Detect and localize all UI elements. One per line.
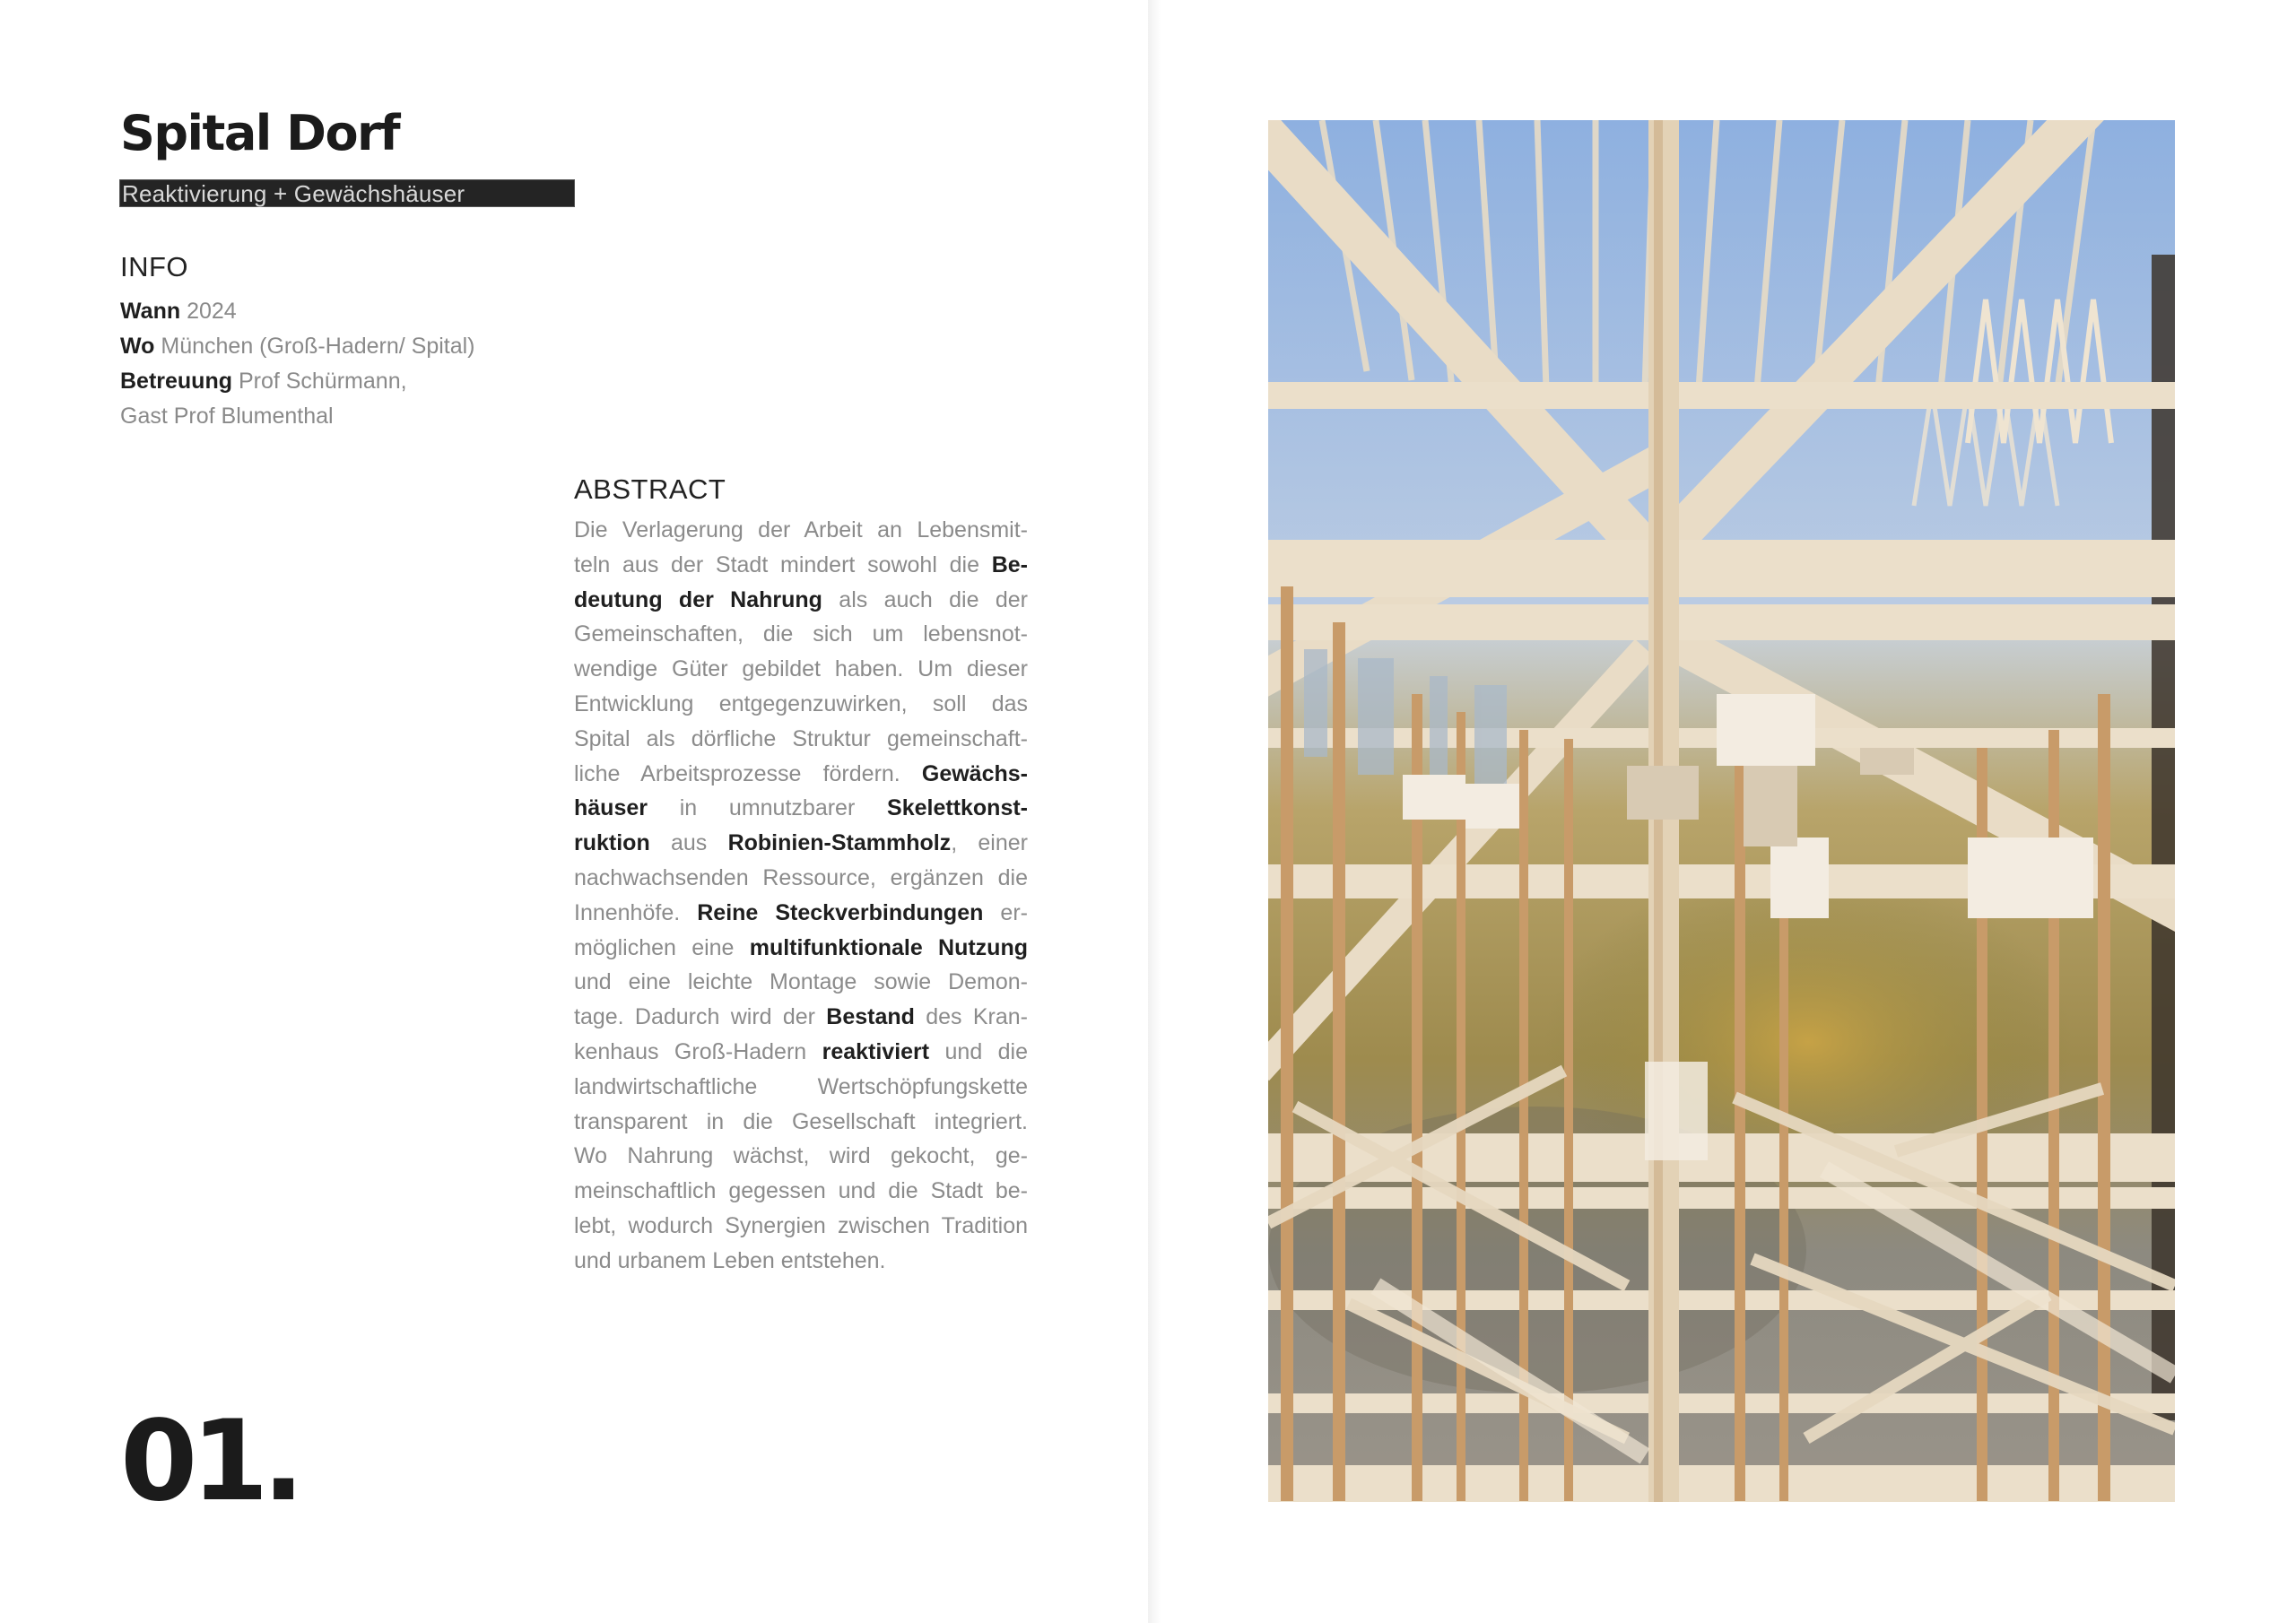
abstract-line bbox=[574, 513, 1028, 548]
abstract-text: und die bbox=[929, 1038, 1028, 1064]
abstract-text: Die Verlagerung der Arbeit an Lebensmit- bbox=[574, 517, 1028, 542]
abstract-emphasis: Bestand bbox=[826, 1004, 915, 1030]
info-heading: INFO bbox=[120, 251, 189, 282]
info-value: München (Groß-Hadern/ Spital) bbox=[161, 334, 475, 359]
abstract-emphasis: reaktiviert bbox=[822, 1038, 930, 1064]
abstract-text: transparent in die Gesellschaft integriert. bbox=[574, 1108, 1028, 1134]
abstract-text: liche Arbeitsprozesse fördern. bbox=[574, 760, 922, 786]
abstract-emphasis: multifunktionale Nutzung bbox=[749, 934, 1028, 960]
abstract-line bbox=[574, 1209, 1028, 1244]
abstract-emphasis: häuser bbox=[574, 795, 648, 821]
abstract-text: aus bbox=[649, 830, 728, 856]
model-photo bbox=[1268, 120, 2175, 1502]
abstract-emphasis: Gewächs- bbox=[921, 760, 1028, 786]
info-row-supervision bbox=[120, 364, 475, 399]
subtitle-bar bbox=[119, 179, 575, 207]
abstract-line bbox=[574, 583, 1028, 618]
info-key: Betreuung bbox=[120, 369, 232, 394]
abstract-emphasis: Reine Steckverbindungen bbox=[697, 899, 984, 925]
info-row-when bbox=[120, 294, 475, 329]
abstract-emphasis: Skelettkonst- bbox=[887, 795, 1028, 821]
abstract-text: Gemeinschaften, die sich um lebensnot- bbox=[574, 621, 1028, 647]
abstract-emphasis: ruktion bbox=[574, 830, 650, 856]
info-value: 2024 bbox=[187, 299, 237, 324]
abstract-text: teln aus der Stadt mindert sowohl die bbox=[574, 551, 992, 577]
abstract-emphasis: Be- bbox=[991, 551, 1028, 577]
abstract-text: meinschaftlich gegessen und die Stadt be- bbox=[574, 1178, 1028, 1204]
abstract-line bbox=[574, 1244, 1028, 1279]
abstract-text: Innenhöfe. bbox=[574, 899, 698, 925]
abstract-line bbox=[574, 687, 1028, 722]
abstract-text: nachwachsenden Ressource, ergänzen die bbox=[574, 864, 1028, 890]
page-number: 01. bbox=[120, 1397, 299, 1526]
abstract-line bbox=[574, 965, 1028, 1000]
abstract-text: möglichen eine bbox=[574, 934, 750, 960]
abstract-line bbox=[574, 652, 1028, 687]
abstract-line bbox=[574, 757, 1028, 792]
abstract-heading: ABSTRACT bbox=[574, 473, 726, 505]
abstract-line bbox=[574, 931, 1028, 966]
abstract-text: und urbanem Leben entstehen. bbox=[574, 1247, 886, 1273]
abstract-text: als auch die der bbox=[822, 586, 1028, 612]
info-list bbox=[120, 294, 475, 434]
abstract-text: Spital als dörfliche Struktur gemeinschaft- bbox=[574, 725, 1028, 751]
abstract-text: des Kran- bbox=[914, 1004, 1028, 1030]
abstract-line bbox=[574, 1139, 1028, 1174]
info-value: Gast Prof Blumenthal bbox=[120, 404, 334, 429]
abstract-line bbox=[574, 1174, 1028, 1209]
abstract-line bbox=[574, 617, 1028, 652]
abstract-text: kenhaus Groß-Hadern bbox=[574, 1038, 822, 1064]
page-fold-shadow bbox=[1148, 0, 1161, 1623]
info-row-where bbox=[120, 329, 475, 364]
abstract-emphasis: Robinien-Stammholz bbox=[727, 830, 952, 856]
abstract-line bbox=[574, 896, 1028, 931]
info-key: Wo bbox=[120, 334, 155, 359]
wooden-frame-model-image bbox=[1268, 120, 2175, 1502]
abstract-text: Wo Nahrung wächst, wird gekocht, ge- bbox=[574, 1143, 1028, 1169]
abstract-text: und eine leichte Montage sowie Demon- bbox=[574, 969, 1028, 995]
abstract-line bbox=[574, 1070, 1028, 1105]
project-subtitle: Reaktivierung + Gewächshäuser bbox=[122, 180, 465, 207]
abstract-line bbox=[574, 861, 1028, 896]
info-value: Prof Schürmann, bbox=[238, 369, 407, 394]
abstract-line bbox=[574, 826, 1028, 861]
project-title: Spital Dorf bbox=[120, 105, 400, 161]
abstract-line bbox=[574, 1000, 1028, 1035]
abstract-text: er- bbox=[983, 899, 1028, 925]
abstract-text: , einer bbox=[951, 830, 1028, 856]
abstract-emphasis: deutung der Nahrung bbox=[574, 586, 822, 612]
abstract-text: landwirtschaftliche Wertschöpfungskette bbox=[574, 1073, 1028, 1099]
abstract-line bbox=[574, 548, 1028, 583]
abstract-text: in umnutzbarer bbox=[647, 795, 888, 821]
info-key: Wann bbox=[120, 299, 181, 324]
abstract-text: Entwicklung entgegenzuwirken, soll das bbox=[574, 690, 1028, 716]
abstract-line bbox=[574, 1105, 1028, 1140]
abstract-line bbox=[574, 1035, 1028, 1070]
abstract-text: wendige Güter gebildet haben. Um dieser bbox=[574, 656, 1028, 682]
abstract-text: tage. Dadurch wird der bbox=[574, 1004, 827, 1030]
abstract-line bbox=[574, 722, 1028, 757]
abstract-body bbox=[574, 513, 1028, 1279]
abstract-text: lebt, wodurch Synergien zwischen Tradition bbox=[574, 1212, 1028, 1238]
info-row-supervision-cont bbox=[120, 399, 475, 434]
abstract-line bbox=[574, 791, 1028, 826]
